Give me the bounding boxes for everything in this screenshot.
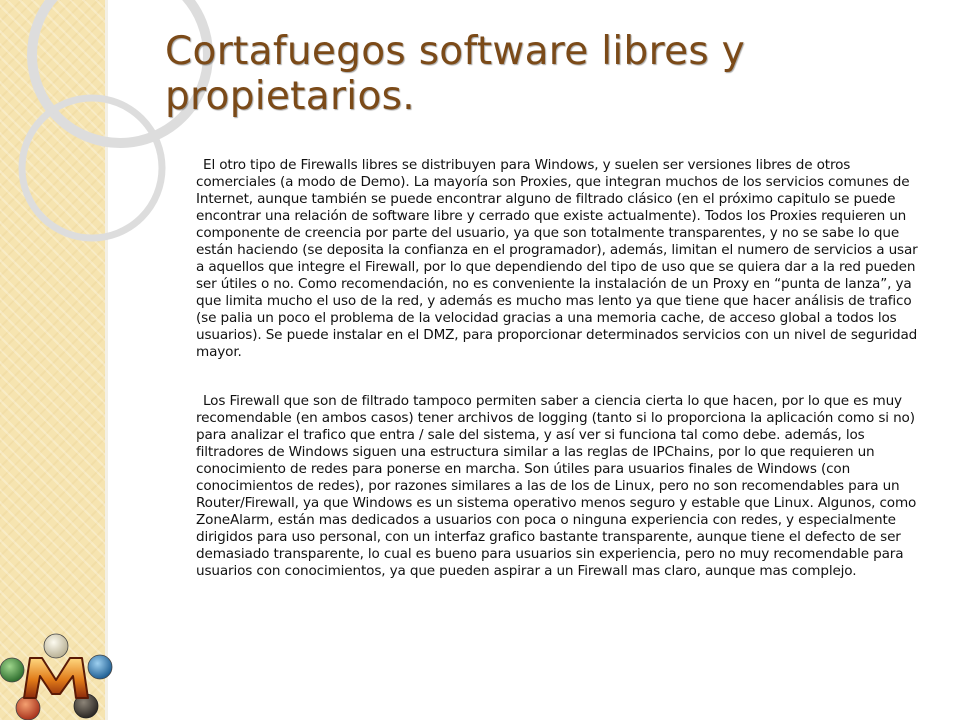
ring-small-icon xyxy=(22,98,162,238)
red-mana-orb-icon xyxy=(16,696,40,720)
magic-m-logo-icon xyxy=(0,632,118,720)
slide-title: Cortafuegos software libres y propietarios. xyxy=(165,29,746,119)
green-mana-orb-icon xyxy=(0,658,24,682)
m-letter-icon xyxy=(24,658,88,698)
body-paragraph-2: Los Firewall que son de filtrado tampoco permiten saber a ciencia cierta lo que hacen, por lo que es muy recomendable (en ambos casos) tener archivos de logging (tanto si lo proporciona la aplicación como si no) para analizar el trafico que entra / sale del sistema, y así ver si funciona tal como debe. además, los filtradores de Windows siguen una estructura similar a las reglas de IPChains, por lo que requieren un conocimiento de redes para ponerse en marcha. Son útiles para usuarios finales de Windows (con conocimientos de redes), por razones similares a las de los de Linux, pero no son recomendables para un Router/Firewall, ya que Windows es un sistema operativo menos seguro y estable que Linux. Algunos, como ZoneAlarm, están mas dedicados a usuarios con poca o ninguna experiencia con redes, y especialmente dirigidos para uso personal, con un interfaz grafico bastante transparente, aunque tiene el defecto de ser demasiado transparente, lo cual es bueno para usuarios sin experiencia, pero no muy recomendable para usuarios con conocimientos, ya que pueden aspirar a un Firewall mas claro, aunque mas complejo. xyxy=(196,393,917,579)
slide-body xyxy=(196,157,928,580)
white-mana-orb-icon xyxy=(44,634,68,658)
body-paragraph-1: El otro tipo de Firewalls libres se distribuyen para Windows, y suelen ser versiones libres de otros comerciales (a modo de Demo). La mayoría son Proxies, que integran muchos de los servicios comunes de Internet, aunque también se puede encontrar alguno de filtrado clásico (en el próximo capitulo se puede encontrar una relación de software libre y cerrado que existe actualmente). Todos los Proxies requieren un componente de creencia por parte del usuario, ya que son totalmente transparentes, y no se sabe lo que están haciendo (se deposita la confianza en el programador), además, limitan el numero de servicios a usar a aquellos que integre el Firewall, por lo que dependiendo del tipo de uso que se quiera dar a la red pueden ser útiles o no. Como recomendación, no es conveniente la instalación de un Proxy en “punta de lanza”, ya que limita mucho el uso de la red, y además es mucho mas lento ya que tiene que hacer análisis de trafico (se palia un poco el problema de la velocidad gracias a una memoria cache, de acceso global a todos los usuarios). Se puede instalar en el DMZ, para proporcionar determinados servicios con un nivel de seguridad mayor. xyxy=(196,157,918,360)
blue-mana-orb-icon xyxy=(88,655,112,679)
